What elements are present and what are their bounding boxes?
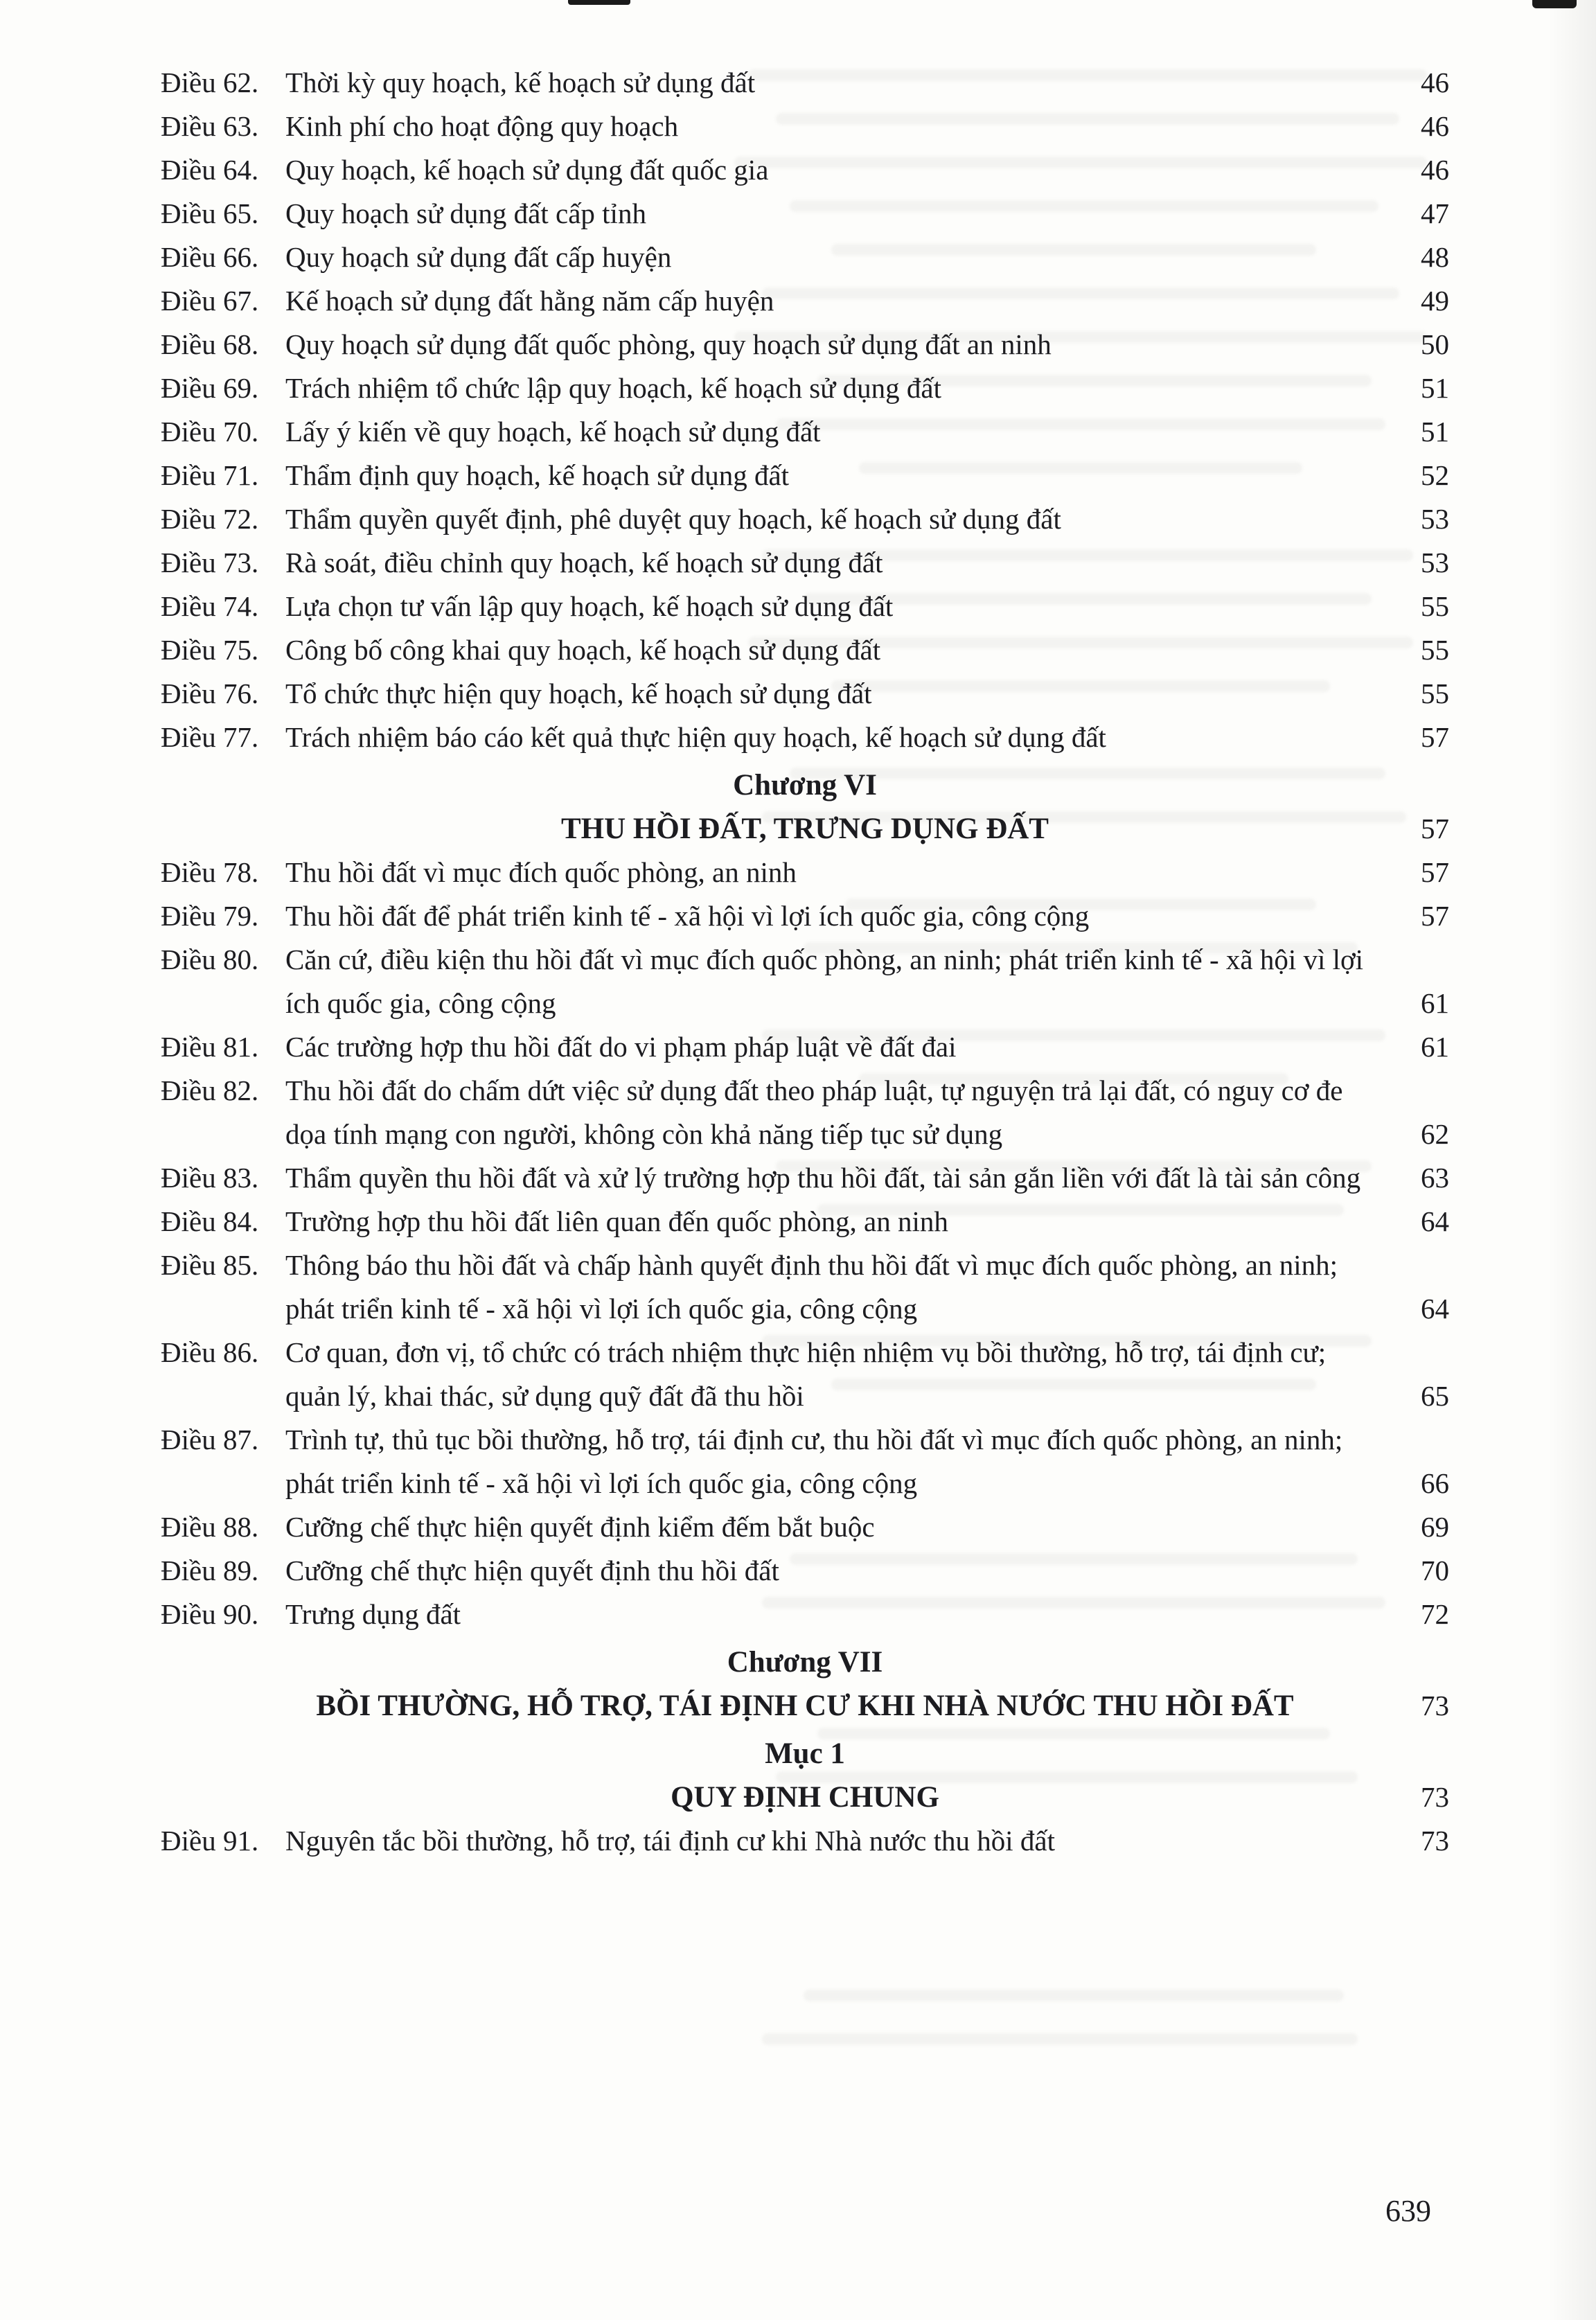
entry-title: Các trường hợp thu hồi đất do vi phạm pháp luật về đất đai — [285, 1031, 957, 1063]
entry-article-number: Điều 75. — [161, 634, 259, 666]
toc-entry — [161, 672, 1449, 716]
chapter-heading — [161, 1640, 1449, 1728]
heading-title-line — [161, 807, 1449, 851]
entry-page-number: 57 — [1421, 721, 1449, 753]
heading-page-number: 57 — [1421, 813, 1449, 844]
entry-title: Rà soát, điều chỉnh quy hoạch, kế hoạch sử dụng đất — [285, 547, 883, 578]
heading-page-number: 73 — [1421, 1690, 1449, 1721]
entry-title: Quy hoạch sử dụng đất cấp huyện — [285, 241, 672, 273]
entry-title: Cơ quan, đơn vị, tổ chức có trách nhiệm thực hiện nhiệm vụ bồi thường, hỗ trợ, tái định cư; quản lý, khai thác, sử dụng quỹ đất đã thu hồi — [285, 1336, 1327, 1412]
toc-entry — [161, 1418, 1449, 1505]
entry-page-number: 49 — [1421, 285, 1449, 317]
toc-entry — [161, 236, 1449, 279]
entry-page-number: 64 — [1421, 1205, 1449, 1237]
entry-page-number: 70 — [1421, 1555, 1449, 1586]
entry-title: Quy hoạch sử dụng đất quốc phòng, quy hoạch sử dụng đất an ninh — [285, 328, 1052, 360]
toc-entry — [161, 1819, 1449, 1863]
entry-title: Kinh phí cho hoạt động quy hoạch — [285, 110, 679, 142]
toc-entry — [161, 1243, 1449, 1331]
entry-title: Lấy ý kiến về quy hoạch, kế hoạch sử dụng đất — [285, 416, 821, 448]
entry-title: Lựa chọn tư vấn lập quy hoạch, kế hoạch sử dụng đất — [285, 590, 894, 622]
entry-page-number: 46 — [1421, 110, 1449, 142]
entry-page-number: 55 — [1421, 590, 1449, 622]
entry-page-number: 48 — [1421, 241, 1449, 273]
entry-article-number: Điều 62. — [161, 67, 259, 98]
entry-page-number: 57 — [1421, 900, 1449, 932]
entry-title: Tổ chức thực hiện quy hoạch, kế hoạch sử dụng đất — [285, 678, 872, 709]
toc-entry — [161, 192, 1449, 236]
toc-entry — [161, 497, 1449, 541]
entry-title: Thẩm quyền thu hồi đất và xử lý trường hợp thu hồi đất, tài sản gắn liền với đất là tài sản công — [285, 1162, 1361, 1194]
entry-title: Thông báo thu hồi đất và chấp hành quyết định thu hồi đất vì mục đích quốc phòng, an ninh; phát triển kinh tế - xã hội vì lợi ích quốc gia, công cộng — [285, 1249, 1338, 1325]
toc-entry — [161, 851, 1449, 894]
entry-title: Thẩm quyền quyết định, phê duyệt quy hoạch, kế hoạch sử dụng đất — [285, 503, 1061, 535]
entry-title: Thẩm định quy hoạch, kế hoạch sử dụng đất — [285, 459, 790, 491]
entry-title: Trách nhiệm tổ chức lập quy hoạch, kế hoạch sử dụng đất — [285, 372, 941, 404]
entry-page-number: 53 — [1421, 503, 1449, 535]
toc-entry — [161, 1025, 1449, 1069]
entry-page-number: 46 — [1421, 67, 1449, 98]
heading-title-line — [161, 1776, 1449, 1819]
toc-entry — [161, 105, 1449, 148]
chapter-heading — [161, 763, 1449, 851]
entry-title: Thời kỳ quy hoạch, kế hoạch sử dụng đất — [285, 67, 756, 98]
entry-page-number: 53 — [1421, 547, 1449, 578]
entry-title: Thu hồi đất vì mục đích quốc phòng, an ninh — [285, 856, 797, 888]
toc-entry — [161, 323, 1449, 366]
toc-entry — [161, 1069, 1449, 1156]
bleedthrough-line — [762, 2033, 1358, 2045]
entry-article-number: Điều 79. — [161, 900, 259, 932]
entry-article-number: Điều 71. — [161, 459, 259, 491]
scan-artifact — [568, 0, 630, 5]
entry-page-number: 66 — [1421, 1467, 1449, 1499]
entry-title: Thu hồi đất để phát triển kinh tế - xã hội vì lợi ích quốc gia, công cộng — [285, 900, 1090, 932]
entry-article-number: Điều 64. — [161, 154, 259, 186]
entry-article-number: Điều 73. — [161, 547, 259, 578]
entry-page-number: 55 — [1421, 634, 1449, 666]
entry-title: Kế hoạch sử dụng đất hằng năm cấp huyện — [285, 285, 774, 317]
toc-entry — [161, 1331, 1449, 1418]
heading-title-line — [161, 1684, 1449, 1728]
entry-title: Trường hợp thu hồi đất liên quan đến quốc phòng, an ninh — [285, 1205, 948, 1237]
entry-title: Trách nhiệm báo cáo kết quả thực hiện quy hoạch, kế hoạch sử dụng đất — [285, 721, 1106, 753]
entry-page-number: 61 — [1421, 1031, 1449, 1063]
entry-article-number: Điều 72. — [161, 503, 259, 535]
heading-title: THU HỒI ĐẤT, TRƯNG DỤNG ĐẤT — [561, 813, 1049, 845]
entry-article-number: Điều 89. — [161, 1555, 259, 1586]
toc-entry — [161, 716, 1449, 759]
entry-article-number: Điều 83. — [161, 1162, 259, 1194]
entry-article-number: Điều 91. — [161, 1825, 259, 1857]
heading-title: QUY ĐỊNH CHUNG — [671, 1781, 939, 1814]
entry-page-number: 63 — [1421, 1162, 1449, 1194]
entry-title: Cưỡng chế thực hiện quyết định kiểm đếm bắt buộc — [285, 1511, 875, 1543]
heading-label: Chương VI — [733, 769, 877, 802]
entry-article-number: Điều 77. — [161, 721, 259, 753]
toc-entry — [161, 1593, 1449, 1636]
entry-title: Trưng dụng đất — [285, 1598, 461, 1630]
entry-page-number: 55 — [1421, 678, 1449, 709]
entry-title: Quy hoạch sử dụng đất cấp tỉnh — [285, 197, 646, 229]
toc-entry — [161, 1156, 1449, 1200]
toc-entry — [161, 366, 1449, 410]
entry-title: Cưỡng chế thực hiện quyết định thu hồi đất — [285, 1555, 779, 1586]
toc-entry — [161, 938, 1449, 1025]
entry-article-number: Điều 81. — [161, 1031, 259, 1063]
section-heading — [161, 1732, 1449, 1819]
toc-entry — [161, 585, 1449, 628]
entry-title: Căn cứ, điều kiện thu hồi đất vì mục đích quốc phòng, an ninh; phát triển kinh tế - xã hội vì lợi ích quốc gia, công cộng — [285, 944, 1364, 1019]
entry-article-number: Điều 78. — [161, 856, 259, 888]
toc-entry — [161, 541, 1449, 585]
entry-page-number: 52 — [1421, 459, 1449, 491]
heading-label: Mục 1 — [765, 1737, 845, 1770]
entry-article-number: Điều 85. — [161, 1249, 259, 1281]
heading-label: Chương VII — [727, 1646, 883, 1679]
toc-entry — [161, 148, 1449, 192]
entry-article-number: Điều 74. — [161, 590, 259, 622]
folio-page-number: 639 — [1385, 2194, 1431, 2228]
entry-article-number: Điều 76. — [161, 678, 259, 709]
entry-article-number: Điều 86. — [161, 1336, 259, 1368]
entry-article-number: Điều 90. — [161, 1598, 259, 1630]
entry-page-number: 61 — [1421, 987, 1449, 1019]
scan-artifact — [1532, 0, 1577, 8]
bleedthrough-line — [804, 1990, 1344, 2001]
entry-article-number: Điều 65. — [161, 197, 259, 229]
toc-entry — [161, 1549, 1449, 1593]
toc-entry — [161, 410, 1449, 454]
toc-list — [161, 61, 1449, 1863]
entry-page-number: 51 — [1421, 416, 1449, 448]
toc-entry — [161, 61, 1449, 105]
entry-article-number: Điều 70. — [161, 416, 259, 448]
toc-entry — [161, 454, 1449, 497]
scan-edge-shading — [1548, 0, 1596, 2320]
entry-article-number: Điều 67. — [161, 285, 259, 317]
entry-page-number: 64 — [1421, 1293, 1449, 1325]
entry-article-number: Điều 69. — [161, 372, 259, 404]
entry-page-number: 69 — [1421, 1511, 1449, 1543]
toc-entry — [161, 1505, 1449, 1549]
entry-article-number: Điều 88. — [161, 1511, 259, 1543]
toc-entry — [161, 279, 1449, 323]
entry-page-number: 47 — [1421, 197, 1449, 229]
entry-page-number: 65 — [1421, 1380, 1449, 1412]
toc-entry — [161, 1200, 1449, 1243]
entry-article-number: Điều 84. — [161, 1205, 259, 1237]
entry-title: Trình tự, thủ tục bồi thường, hỗ trợ, tái định cư, thu hồi đất vì mục đích quốc phòng, an ninh; phát triển kinh tế - xã hội vì lợi ích quốc gia, công cộng — [285, 1424, 1343, 1499]
toc-entry — [161, 894, 1449, 938]
entry-page-number: 50 — [1421, 328, 1449, 360]
heading-title: BỒI THƯỜNG, HỖ TRỢ, TÁI ĐỊNH CƯ KHI NHÀ NƯỚC THU HỒI ĐẤT — [316, 1690, 1294, 1722]
entry-article-number: Điều 66. — [161, 241, 259, 273]
toc-entry — [161, 628, 1449, 672]
entry-page-number: 57 — [1421, 856, 1449, 888]
entry-page-number: 46 — [1421, 154, 1449, 186]
entry-article-number: Điều 63. — [161, 110, 259, 142]
entry-page-number: 51 — [1421, 372, 1449, 404]
entry-page-number: 62 — [1421, 1118, 1449, 1150]
entry-article-number: Điều 68. — [161, 328, 259, 360]
entry-article-number: Điều 80. — [161, 944, 259, 975]
entry-title: Nguyên tắc bồi thường, hỗ trợ, tái định cư khi Nhà nước thu hồi đất — [285, 1825, 1055, 1857]
entry-title: Công bố công khai quy hoạch, kế hoạch sử dụng đất — [285, 634, 881, 666]
heading-page-number: 73 — [1421, 1781, 1449, 1813]
entry-page-number: 73 — [1421, 1825, 1449, 1857]
entry-title: Quy hoạch, kế hoạch sử dụng đất quốc gia — [285, 154, 769, 186]
entry-page-number: 72 — [1421, 1598, 1449, 1630]
entry-article-number: Điều 82. — [161, 1074, 259, 1106]
entry-title: Thu hồi đất do chấm dứt việc sử dụng đất theo pháp luật, tự nguyện trả lại đất, có nguy cơ đe dọa tính mạng con người, không còn khả năng tiếp tục sử dụng — [285, 1074, 1343, 1150]
entry-article-number: Điều 87. — [161, 1424, 259, 1455]
